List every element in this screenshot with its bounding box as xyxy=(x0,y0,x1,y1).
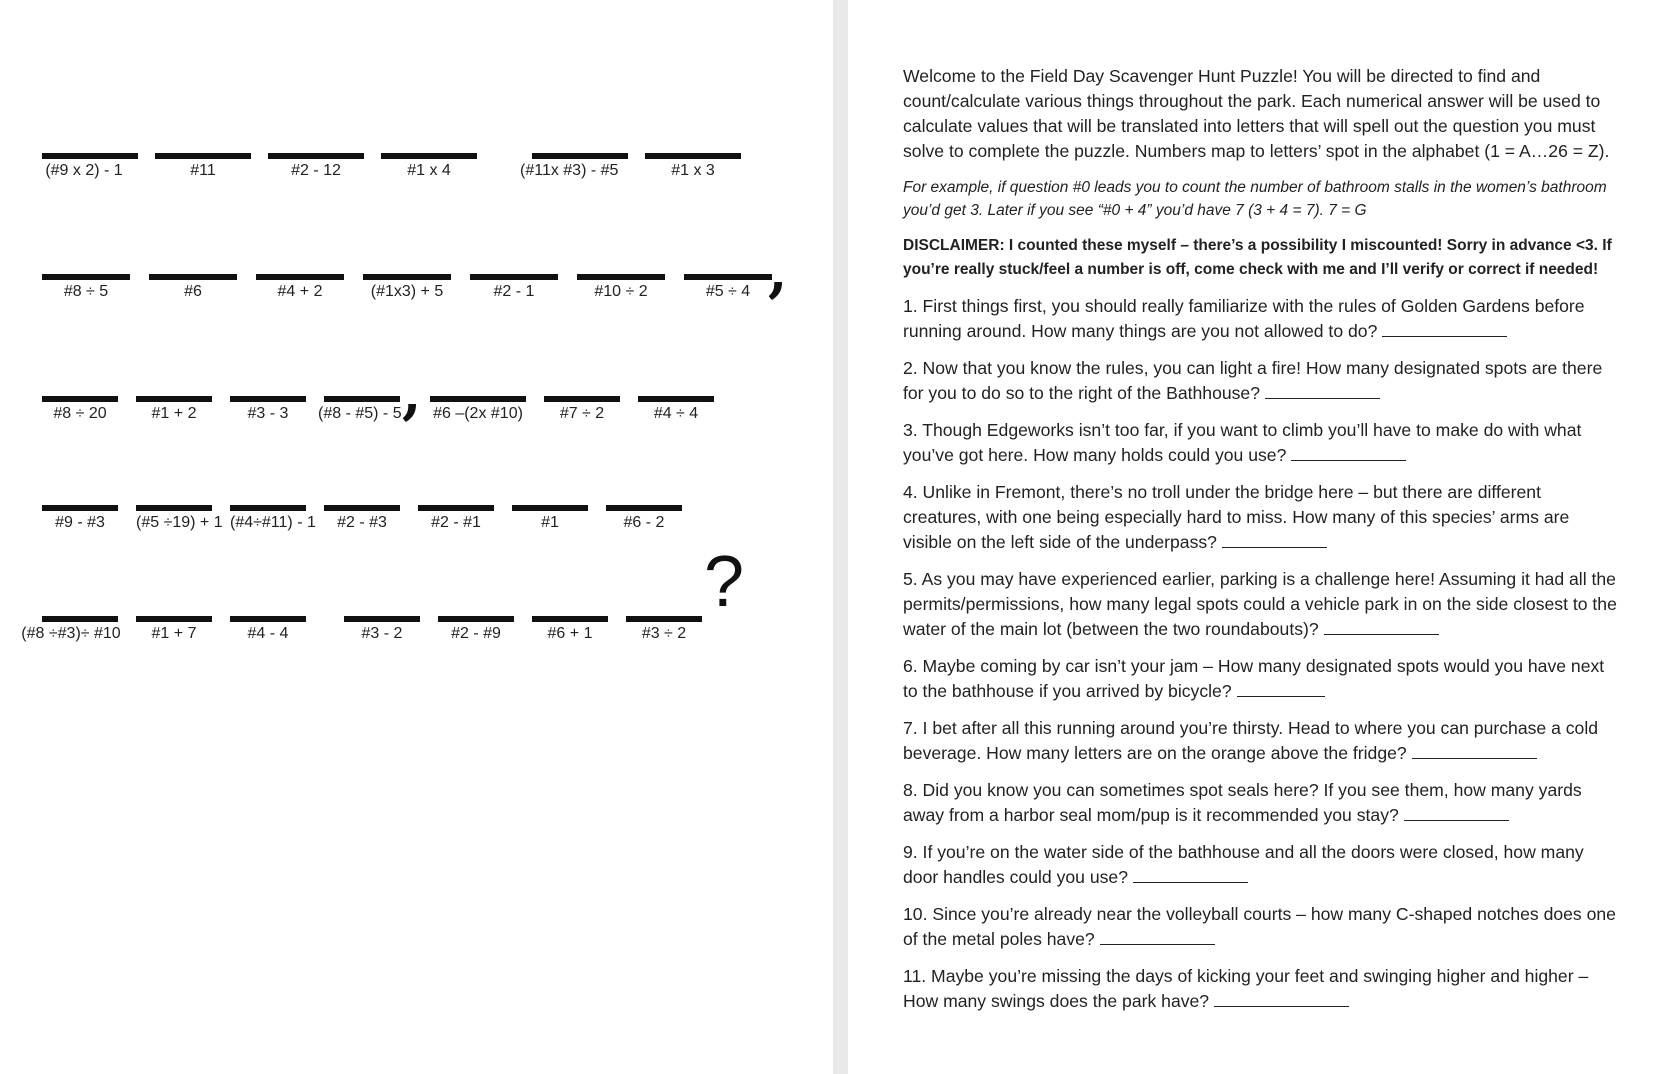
letter-blank xyxy=(532,616,608,643)
question-text: 11. Maybe you’re missing the days of kicking your feet and swinging higher and higher – How many swings does the park have? xyxy=(903,966,1589,1011)
question-text: 5. As you may have experienced earlier, parking is a challenge here! Assuming it had all the permits/permissions, how many legal spots could a vehicle park in on the side closest to the water of the main lot (between the two roundabouts)? xyxy=(903,569,1617,639)
letter-blank xyxy=(577,274,665,301)
formula-label: #3 - 3 xyxy=(247,405,289,422)
answer-blank xyxy=(1133,868,1248,883)
letter-blank xyxy=(230,396,306,423)
formula-label: #3 ÷ 2 xyxy=(641,625,687,642)
formula-label: (#5 ÷19) + 1 xyxy=(136,514,223,531)
formula-label: #1 + 2 xyxy=(151,405,197,422)
question-7 xyxy=(903,716,1623,766)
letter-blank xyxy=(626,616,702,643)
instructions-column xyxy=(903,64,1623,1026)
formula-label: #6 - 2 xyxy=(623,514,665,531)
formula-label: #7 ÷ 2 xyxy=(559,405,605,422)
formula-label: #4 ÷ 4 xyxy=(653,405,699,422)
letter-blank xyxy=(544,396,620,423)
formula-label: #2 - 12 xyxy=(291,162,341,179)
letter-blank xyxy=(136,396,212,423)
puzzle-row-5 xyxy=(0,542,833,676)
letter-blank xyxy=(318,396,402,423)
formula-label: (#8 ÷#3)÷ #10 xyxy=(21,625,121,642)
intro-paragraph: Welcome to the Field Day Scavenger Hunt Puzzle! You will be directed to find and count/calculate various things throughout the park. Each numerical answer will be used to calculate values that will be translated into letters that will spell out the question you must solve to complete the puzzle. Numbers map to letters’ spot in the alphabet (1 = A…26 = Z). xyxy=(903,66,1610,161)
question-text: 10. Since you’re already near the volleyball courts – how many C-shaped notches does one of the metal poles have? xyxy=(903,904,1616,949)
formula-label: #6 + 1 xyxy=(547,625,593,642)
formula-label: (#8 - #5) - 5 xyxy=(318,405,402,422)
formula-label: #11 xyxy=(190,162,216,179)
question-10 xyxy=(903,902,1623,952)
formula-label: #6 –(2x #10) xyxy=(433,405,523,422)
formula-label: #3 - 2 xyxy=(361,625,403,642)
formula-label: #8 ÷ 5 xyxy=(63,283,109,300)
formula-label: #2 - 1 xyxy=(493,283,535,300)
question-text: 6. Maybe coming by car isn’t your jam – How many designated spots would you have next to the bathhouse if you arrived by bicycle? xyxy=(903,656,1605,701)
answer-blank xyxy=(1100,930,1215,945)
letter-blank xyxy=(42,505,118,532)
letter-blank xyxy=(512,505,588,532)
letter-blank xyxy=(520,153,628,180)
answer-blank xyxy=(1412,744,1537,759)
answer-blank xyxy=(1222,533,1327,548)
formula-label: #1 xyxy=(541,514,559,531)
letter-blank xyxy=(684,274,772,301)
formula-label: #5 ÷ 4 xyxy=(705,283,751,300)
instructions-page xyxy=(848,0,1678,1074)
answer-blank xyxy=(1237,682,1325,697)
formula-label: #6 xyxy=(184,283,202,300)
formula-label: (#11x #3) - #5 xyxy=(520,162,619,179)
letter-blank xyxy=(418,505,494,532)
letter-blank xyxy=(430,396,526,423)
puzzle-row-3 xyxy=(0,361,833,456)
formula-label: #2 - #9 xyxy=(451,625,501,642)
letter-blank xyxy=(136,505,223,532)
letter-blank xyxy=(324,505,400,532)
question-text: 1. First things first, you should really familiarize with the rules of Golden Gardens before running around. How many things are you not allowed to do? xyxy=(903,296,1585,341)
answer-blank xyxy=(1214,992,1349,1007)
letter-blank xyxy=(42,153,138,180)
question-1 xyxy=(903,294,1623,344)
comma-mark: , xyxy=(768,239,788,305)
question-text: 3. Though Edgeworks isn’t too far, if you want to climb you’ll have to make do with what you’ve got here. How many holds could you use? xyxy=(903,420,1582,465)
question-11 xyxy=(903,964,1623,1014)
letter-blank xyxy=(344,616,420,643)
question-9 xyxy=(903,840,1623,890)
formula-label: #2 - #3 xyxy=(337,514,387,531)
formula-label: #8 ÷ 20 xyxy=(53,405,107,422)
formula-label: (#4÷#11) - 1 xyxy=(230,514,316,531)
formula-label: #2 - #1 xyxy=(431,514,481,531)
puzzle-row-2 xyxy=(0,239,833,334)
formula-label: #1 x 3 xyxy=(671,162,715,179)
formula-label: #9 - #3 xyxy=(55,514,105,531)
letter-blank xyxy=(638,396,714,423)
question-text: 9. If you’re on the water side of the bathhouse and all the doors were closed, how many door handles could you use? xyxy=(903,842,1584,887)
letter-blank xyxy=(438,616,514,643)
question-mark: ? xyxy=(704,542,745,622)
formula-label: #4 + 2 xyxy=(277,283,323,300)
formula-label: #4 - 4 xyxy=(247,625,289,642)
letter-blank xyxy=(149,274,237,301)
question-text: 4. Unlike in Fremont, there’s no troll under the bridge here – but there are different creatures, with one being especially hard to miss. How many of this species’ arms are visible on the left side of the underpass? xyxy=(903,482,1570,552)
question-8 xyxy=(903,778,1623,828)
answer-blank xyxy=(1324,620,1439,635)
letter-blank xyxy=(155,153,251,180)
formula-label: #10 ÷ 2 xyxy=(594,283,648,300)
question-text: 2. Now that you know the rules, you can light a fire! How many designated spots are there for you to do so to the right of the Bathhouse? xyxy=(903,358,1603,403)
answer-blank xyxy=(1382,322,1507,337)
comma-mark: , xyxy=(402,361,422,427)
puzzle-row-1 xyxy=(0,153,833,213)
question-2 xyxy=(903,356,1623,406)
letter-blank xyxy=(256,274,344,301)
formula-label: (#1x3) + 5 xyxy=(370,283,444,300)
answer-blank xyxy=(1291,446,1406,461)
question-6 xyxy=(903,654,1623,704)
letter-blank xyxy=(42,274,130,301)
question-text: 8. Did you know you can sometimes spot seals here? If you see them, how many yards away from a harbor seal mom/pup is it recommended you stay? xyxy=(903,780,1582,825)
letter-blank xyxy=(381,153,477,180)
letter-blank xyxy=(21,616,121,643)
question-text: 7. I bet after all this running around you’re thirsty. Head to where you can purchase a cold beverage. How many letters are on the orange above the fridge? xyxy=(903,718,1599,763)
letter-blank xyxy=(268,153,364,180)
question-5 xyxy=(903,567,1623,642)
disclaimer-paragraph: DISCLAIMER: I counted these myself – there’s a possibility I miscounted! Sorry in advance <3. If you’re really stuck/feel a number is off, come check with me and I’ll verify or correct if needed! xyxy=(903,237,1612,278)
answer-blank xyxy=(1404,806,1509,821)
example-paragraph: For example, if question #0 leads you to count the number of bathroom stalls in the women’s bathroom you’d get 3. Later if you see “#0 + 4” you’d have 7 (3 + 4 = 7). 7 = G xyxy=(903,179,1607,219)
question-4 xyxy=(903,480,1623,555)
letter-blank xyxy=(42,396,118,423)
letter-blank xyxy=(606,505,682,532)
letter-blank xyxy=(470,274,558,301)
letter-blank xyxy=(363,274,451,301)
letter-blank xyxy=(645,153,741,180)
formula-label: #1 x 4 xyxy=(407,162,451,179)
answer-blank xyxy=(1265,384,1380,399)
letter-blank xyxy=(230,616,306,643)
formula-label: #1 + 7 xyxy=(151,625,197,642)
formula-label: (#9 x 2) - 1 xyxy=(45,162,123,179)
letter-blank xyxy=(230,505,316,532)
puzzle-page xyxy=(0,0,833,1074)
letter-blank xyxy=(136,616,212,643)
question-3 xyxy=(903,418,1623,468)
